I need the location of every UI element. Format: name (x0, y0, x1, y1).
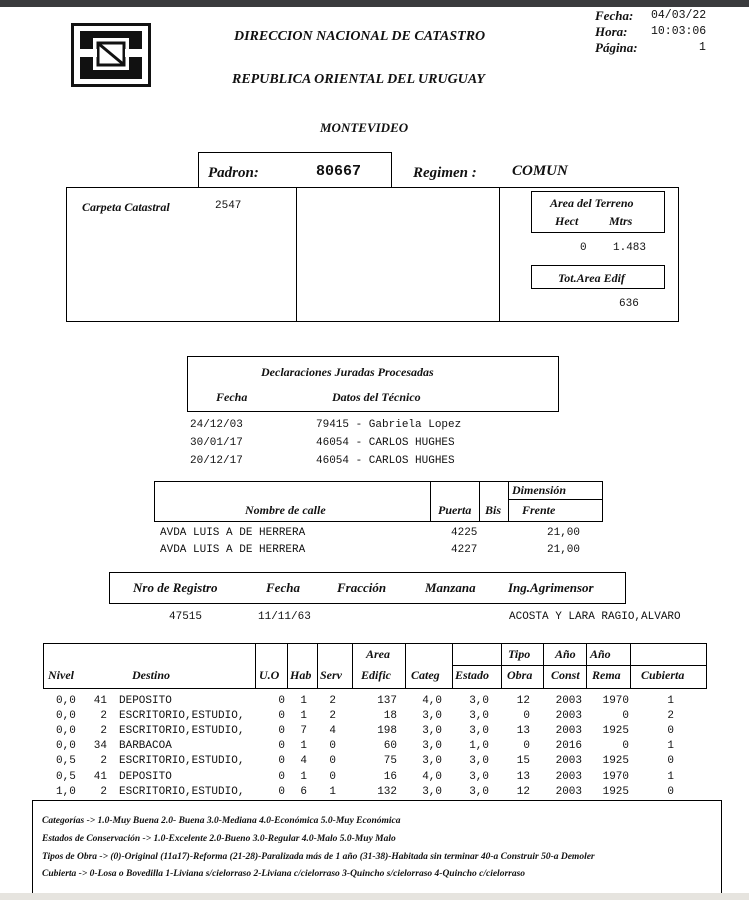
decl-row-3-fecha: 20/12/17 (190, 455, 243, 467)
registro-ing-label: Ing.Agrimensor (508, 580, 594, 595)
unit-cell-categ: 3,0 (422, 755, 442, 768)
unit-cell-serv: 0 (329, 740, 336, 753)
unit-cell-estado: 3,0 (469, 785, 489, 798)
unit-cell-cubierta: 0 (667, 785, 674, 798)
legend-estados: Estados de Conservación -> 1.0-Excelente 2.0-Bueno 3.0-Regular 4.0-Malo 5.0-Muy Malo (42, 834, 396, 844)
unit-cell-tipo: 0 (523, 710, 530, 723)
unit-cell-rema: 0 (622, 740, 629, 753)
unit-cell-nivel: 0,5 (56, 755, 76, 768)
calles-frente-label: Frente (522, 503, 556, 517)
unit-cell-tipo: 12 (516, 695, 530, 707)
unit-cell-destino: DEPOSITO (119, 770, 172, 783)
unit-cell-cod: 2 (100, 755, 107, 768)
viewer-top-bar (0, 0, 749, 7)
col-ano-1: Año (555, 647, 576, 661)
hora-value: 10:03:06 (651, 25, 707, 38)
unit-cell-nivel: 0,0 (56, 695, 76, 707)
unit-cell-estado: 3,0 (469, 770, 489, 783)
col-anor-1: Año (590, 647, 611, 661)
calles-nombre-label: Nombre de calle (245, 503, 326, 517)
hect-label: Hect (555, 214, 579, 228)
header-city: MONTEVIDEO (320, 120, 409, 135)
calles-divider-3 (508, 481, 509, 522)
col-anor-2: Rema (592, 668, 621, 682)
unit-cell-tipo: 12 (516, 785, 530, 798)
unit-cell-serv: 2 (329, 695, 336, 707)
unit-cell-estado: 3,0 (469, 710, 489, 723)
calle-row-1-puerta: 4225 (451, 527, 478, 539)
registro-manzana-label: Manzana (425, 580, 476, 595)
unit-cell-cod: 2 (100, 785, 107, 798)
unit-cell-hab: 1 (300, 695, 307, 707)
calles-divider-1 (430, 481, 431, 522)
registro-nro-label: Nro de Registro (133, 580, 218, 595)
unit-cell-categ: 3,0 (422, 710, 442, 723)
unit-cell-tipo: 13 (516, 770, 530, 783)
registro-fecha-value: 11/11/63 (258, 611, 311, 623)
unit-cell-cod: 41 (93, 770, 107, 783)
col-area-1: Area (366, 647, 390, 661)
unit-cell-cubierta: 1 (667, 770, 674, 783)
calles-divider-2 (479, 481, 480, 522)
fecha-value: 04/03/22 (651, 9, 707, 22)
unit-cell-uo: 0 (278, 710, 285, 723)
unit-cell-area: 132 (377, 785, 397, 798)
unit-cell-hab: 7 (300, 725, 307, 738)
legend-cubierta: Cubierta -> 0-Losa o Bovedilla 1-Liviana s/cielorraso 2-Liviana c/cielorraso 3-Quincho s/cielorraso 4-Quincho c/cielorraso (42, 869, 526, 879)
calles-dim-underline (508, 499, 603, 500)
hect-value: 0 (580, 242, 587, 254)
unit-cell-rema: 1925 (602, 725, 629, 738)
unit-cell-area: 137 (377, 695, 397, 707)
unit-cell-categ: 4,0 (422, 695, 442, 707)
unit-cell-cod: 34 (93, 740, 107, 753)
unit-cell-destino: ESCRITORIO,ESTUDIO, (119, 785, 245, 798)
unit-cell-const: 2016 (555, 740, 582, 753)
calles-puerta-label: Puerta (438, 503, 472, 517)
unit-cell-rema: 1925 (602, 785, 629, 798)
unit-cell-area: 198 (377, 725, 397, 738)
declaraciones-title: Declaraciones Juradas Procesadas (261, 365, 434, 379)
fecha-label: Fecha: (595, 8, 634, 23)
col-tipo-1: Tipo (508, 647, 531, 661)
unit-cell-area: 16 (383, 770, 397, 783)
unit-cell-const: 2003 (555, 785, 582, 798)
unit-cell-estado: 3,0 (469, 725, 489, 738)
unit-cell-uo: 0 (278, 755, 285, 768)
col-nivel: Nivel (48, 668, 74, 682)
padron-label: Padron: (208, 165, 259, 181)
header-title-1: DIRECCION NACIONAL DE CATASTRO (234, 29, 486, 44)
carpeta-value: 2547 (215, 200, 242, 212)
unit-cell-estado: 3,0 (469, 755, 489, 768)
calle-row-1-nombre: AVDA LUIS A DE HERRERA (160, 527, 306, 539)
unit-cell-cubierta: 0 (667, 755, 674, 768)
padron-value: 80667 (316, 163, 362, 180)
unit-cell-nivel: 0,0 (56, 740, 76, 753)
unit-cell-categ: 3,0 (422, 785, 442, 798)
unit-cell-uo: 0 (278, 695, 285, 707)
legend-categorias: Categorías -> 1.0-Muy Buena 2.0- Buena 3.0-Mediana 4.0-Económica 5.0-Muy Económica (42, 816, 401, 826)
unit-cell-const: 2003 (555, 755, 582, 768)
unit-cell-cubierta: 1 (667, 695, 674, 707)
unit-cell-cod: 41 (93, 695, 107, 707)
decl-row-2-fecha: 30/01/17 (190, 437, 243, 449)
unit-cell-nivel: 0,0 (56, 725, 76, 738)
col-area-2: Edific (361, 668, 391, 682)
unit-cell-destino: ESCRITORIO,ESTUDIO, (119, 725, 245, 738)
calle-row-2-frente: 21,00 (547, 544, 581, 556)
carpeta-divider-1 (296, 187, 297, 322)
unit-cell-estado: 1,0 (469, 740, 489, 753)
legend-tipos: Tipos de Obra -> (0)-Original (11a17)-Reforma (21-28)-Paralizada más de 1 año (31-38)-Habitada sin terminar 40-a Construir 50-a Demoler (42, 852, 595, 862)
col-tipo-2: Obra (507, 668, 533, 682)
col-serv: Serv (320, 668, 342, 682)
registro-nro-value: 47515 (169, 611, 203, 623)
unit-cell-tipo: 15 (516, 755, 530, 768)
unit-cell-serv: 2 (329, 710, 336, 723)
regimen-value: COMUN (512, 163, 568, 179)
col-cubierta: Cubierta (641, 668, 685, 682)
unit-cell-estado: 3,0 (469, 695, 489, 707)
header-title-2: REPUBLICA ORIENTAL DEL URUGUAY (232, 72, 485, 87)
unit-cell-tipo: 13 (516, 725, 530, 738)
carpeta-divider-2 (499, 187, 500, 322)
unit-cell-cubierta: 1 (667, 740, 674, 753)
unit-cell-nivel: 0,5 (56, 770, 76, 783)
calle-row-2-puerta: 4227 (451, 544, 478, 556)
decl-row-3-tecnico: 46054 - CARLOS HUGHES (316, 455, 455, 467)
unit-cell-uo: 0 (278, 740, 285, 753)
unit-cell-tipo: 0 (523, 740, 530, 753)
declaraciones-tecnico-label: Datos del Técnico (332, 390, 421, 404)
col-hab: Hab (290, 668, 312, 682)
unit-cell-categ: 4,0 (422, 770, 442, 783)
unit-cell-serv: 0 (329, 755, 336, 768)
unit-cell-hab: 1 (300, 770, 307, 783)
unit-cell-area: 75 (383, 755, 397, 768)
unit-cell-uo: 0 (278, 725, 285, 738)
registro-ing-value: ACOSTA Y LARA RAGIO,ALVARO (509, 611, 681, 623)
unit-cell-area: 60 (383, 740, 397, 753)
unit-cell-const: 2003 (555, 770, 582, 783)
calle-row-1-frente: 21,00 (547, 527, 581, 539)
legend-box (32, 800, 722, 893)
unit-cell-const: 2003 (555, 695, 582, 707)
unit-cell-cod: 2 (100, 710, 107, 723)
col-estado: Estado (455, 668, 490, 682)
col-destino: Destino (132, 668, 171, 682)
unit-cell-cod: 2 (100, 725, 107, 738)
unit-cell-uo: 0 (278, 785, 285, 798)
col-uo: U.O (259, 668, 280, 682)
unit-cell-rema: 1970 (602, 770, 629, 783)
col-ano-2: Const (551, 668, 580, 682)
calles-dimension-label: Dimensión (512, 483, 567, 497)
unit-cell-categ: 3,0 (422, 740, 442, 753)
hora-label: Hora: (595, 24, 628, 39)
pagina-label: Página: (595, 40, 638, 55)
registro-fecha-label: Fecha (266, 580, 300, 595)
pagina-value: 1 (699, 41, 706, 54)
unit-cell-serv: 1 (329, 785, 336, 798)
unit-cell-area: 18 (383, 710, 397, 723)
calles-bis-label: Bis (485, 503, 502, 517)
unit-cell-rema: 1925 (602, 755, 629, 768)
unit-cell-nivel: 1,0 (56, 785, 76, 798)
unit-cell-const: 2003 (555, 725, 582, 738)
mtrs-value: 1.483 (613, 242, 647, 254)
decl-row-2-tecnico: 46054 - CARLOS HUGHES (316, 437, 455, 449)
unit-cell-destino: ESCRITORIO,ESTUDIO, (119, 710, 245, 723)
registro-fraccion-label: Fracción (337, 580, 387, 595)
unit-cell-rema: 1970 (602, 695, 629, 707)
unit-cell-serv: 4 (329, 725, 336, 738)
decl-row-1-tecnico: 79415 - Gabriela Lopez (316, 419, 462, 431)
unit-cell-hab: 4 (300, 755, 307, 768)
carpeta-label: Carpeta Catastral (82, 200, 170, 214)
unit-cell-hab: 1 (300, 710, 307, 723)
unit-cell-destino: ESCRITORIO,ESTUDIO, (119, 755, 245, 768)
terreno-label: Area del Terreno (550, 196, 634, 210)
unit-cell-cubierta: 0 (667, 725, 674, 738)
unit-cell-rema: 0 (622, 710, 629, 723)
catastro-logo (71, 23, 151, 87)
col-categ: Categ (411, 668, 440, 682)
viewer-bottom-bar (0, 893, 749, 900)
mtrs-label: Mtrs (609, 214, 633, 228)
calle-row-2-nombre: AVDA LUIS A DE HERRERA (160, 544, 306, 556)
unit-cell-hab: 1 (300, 740, 307, 753)
unit-cell-destino: DEPOSITO (119, 695, 172, 707)
declaraciones-fecha-label: Fecha (216, 390, 248, 404)
unit-cell-nivel: 0,0 (56, 710, 76, 723)
tot-area-value: 636 (619, 298, 639, 310)
unit-cell-categ: 3,0 (422, 725, 442, 738)
tot-area-label: Tot.Area Edif (558, 271, 625, 285)
unit-cell-cubierta: 2 (667, 710, 674, 723)
unit-cell-uo: 0 (278, 770, 285, 783)
decl-row-1-fecha: 24/12/03 (190, 419, 243, 431)
unit-cell-destino: BARBACOA (119, 740, 172, 753)
unit-cell-const: 2003 (555, 710, 582, 723)
unit-cell-serv: 0 (329, 770, 336, 783)
unit-cell-hab: 6 (300, 785, 307, 798)
regimen-label: Regimen : (413, 165, 477, 181)
